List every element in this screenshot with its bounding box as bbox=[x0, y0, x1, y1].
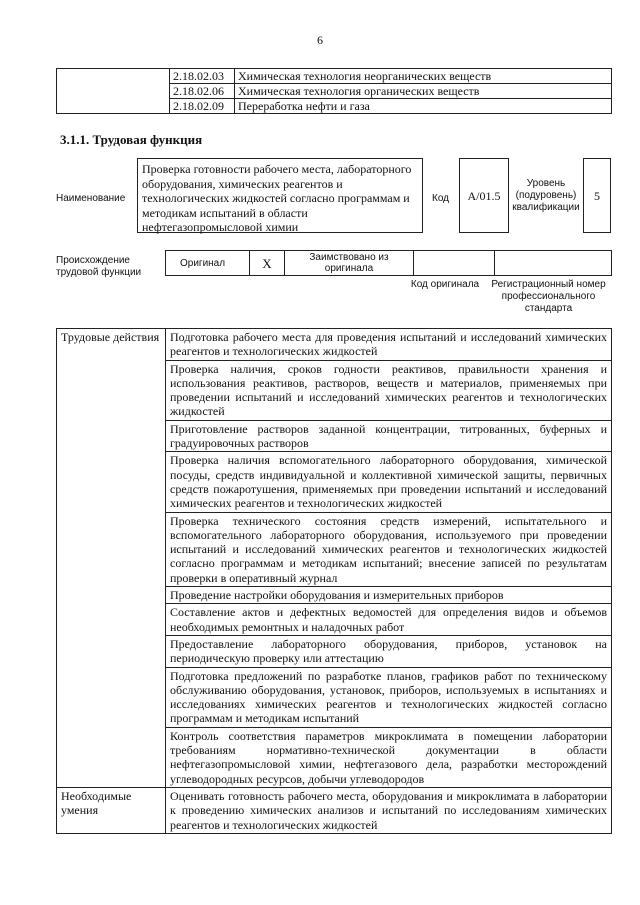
original-label: Оригинал bbox=[166, 251, 250, 276]
occupation-name: Химическая технология органических веществ bbox=[235, 84, 612, 99]
original-code-caption: Код оригинала bbox=[410, 279, 480, 290]
occupation-name: Химическая технология неорганических веществ bbox=[235, 69, 612, 84]
original-mark: X bbox=[250, 251, 285, 276]
labor-function-table bbox=[56, 328, 612, 834]
registration-number-caption: Регистрационный номер профессионального стандарта bbox=[491, 279, 606, 314]
original-code-cell bbox=[414, 251, 495, 276]
labor-action: Проверка наличия, сроков годности реактивов, правильности хранения и использования реактивов, растворов, веществ и материалов, применяемых при проведении испытаний и исследований химических реагентов и технологических жидкостей bbox=[166, 360, 612, 420]
labor-action: Составление актов и дефектных ведомостей для определения видов и объемов необходимых ремонтных и наладочных работ bbox=[166, 604, 612, 636]
table-row bbox=[57, 787, 612, 833]
origin-label: Происхождение трудовой функции bbox=[56, 255, 142, 278]
occupation-name: Переработка нефти и газа bbox=[235, 99, 612, 114]
occupation-codes-table bbox=[56, 68, 612, 114]
skill-item: Оценивать готовность рабочего места, оборудования и микроклимата в лаборатории к проведению химических анализов и испытаний по исследованиям химических реагентов и технологических жидкостей bbox=[166, 787, 612, 833]
qualification-level-label: Уровень (подуровень) квалификации bbox=[512, 178, 580, 213]
function-code: A/01.5 bbox=[459, 158, 509, 233]
skills-header: Необходимые умения bbox=[57, 787, 166, 833]
code-label: Код bbox=[432, 193, 450, 204]
labor-action: Проверка наличия вспомогательного лабораторного оборудования, химической посуды, средств индивидуальной и коллективной химической защиты, первичных средств пожаротушения, применяемых при проведении испытаний и исследований химических реагентов и технологических жидкостей bbox=[166, 452, 612, 512]
labor-action: Приготовление растворов заданной концентрации, титрованных, буферных и градуировочных растворов bbox=[166, 420, 612, 452]
occupation-code: 2.18.02.03 bbox=[170, 69, 235, 84]
page-number: 6 bbox=[317, 33, 323, 47]
labor-action: Подготовка предложений по разработке планов, графиков работ по техническому обслуживанию оборудования, установок, приборов, используемых в испытаниях и исследованиях химических реагентов и технологических жидкостей согласно программам и методикам испытаний bbox=[166, 667, 612, 727]
labor-action: Контроль соответствия параметров микроклимата в помещении лаборатории требованиям нормативно-технической документации в области нефтегазопромысловой химии, нефтегазового дела, разработки месторождений углеводородных ресурсов, добычи углеводородов bbox=[166, 727, 612, 787]
reg-number-cell bbox=[495, 251, 612, 276]
function-name: Проверка готовности рабочего места, лабораторного оборудования, химических реагентов и технологических жидкостей согласно программам и методикам испытаний в области нефтегазопромысловой химии bbox=[137, 158, 423, 233]
labor-action: Подготовка рабочего места для проведения испытаний и исследований химических реагентов и технологических жидкостей bbox=[166, 329, 612, 361]
name-label: Наименование bbox=[56, 193, 126, 204]
labor-action: Проведение настройки оборудования и измерительных приборов bbox=[166, 587, 612, 604]
labor-actions-header: Трудовые действия bbox=[57, 329, 166, 788]
occupation-code: 2.18.02.06 bbox=[170, 84, 235, 99]
table-row bbox=[57, 329, 612, 361]
section-title: 3.1.1. Трудовая функция bbox=[60, 132, 203, 147]
borrowed-label: Заимствовано из оригинала bbox=[285, 251, 414, 276]
table-row bbox=[166, 251, 612, 276]
labor-action: Проверка технического состояния средств измерений, испытательного и вспомогательного лабораторного оборудования, используемого при проведении испытаний и исследований химических реагентов и технологических жидкостей согласно программам и методикам испытаний; внесение записей по результатам проверки в оперативный журнал bbox=[166, 512, 612, 586]
occupation-code: 2.18.02.09 bbox=[170, 99, 235, 114]
qualification-level: 5 bbox=[583, 158, 611, 233]
table-row bbox=[57, 69, 612, 84]
origin-table bbox=[165, 250, 612, 276]
empty-cell bbox=[57, 69, 170, 114]
labor-action: Предоставление лабораторного оборудования, приборов, установок на периодическую проверку или аттестацию bbox=[166, 635, 612, 667]
